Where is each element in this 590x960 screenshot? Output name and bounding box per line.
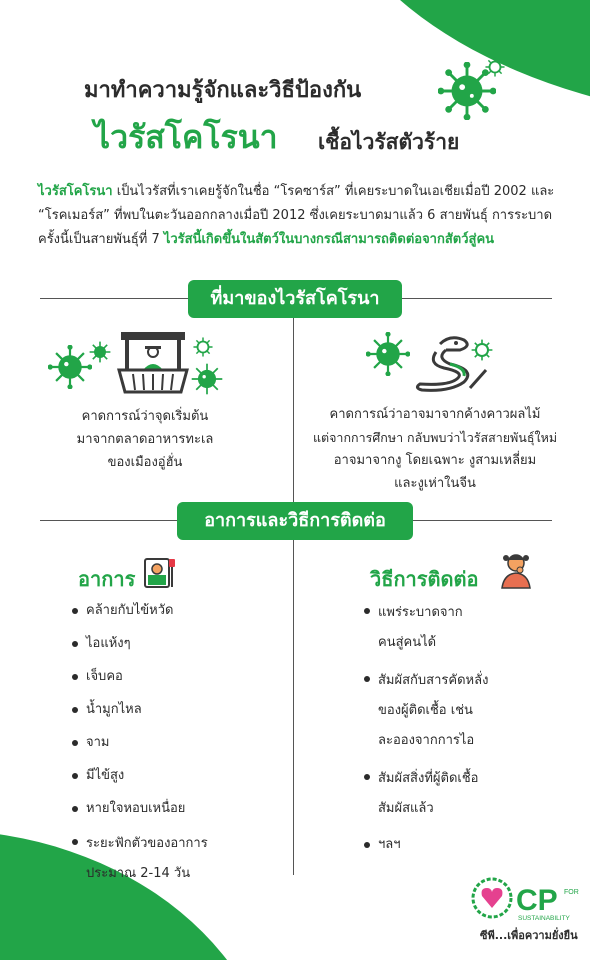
origin-left-caption <box>40 405 250 474</box>
list-item: หายใจหอบเหนื่อย <box>72 796 272 821</box>
small-virus-icon <box>484 56 506 78</box>
symptoms-title: อาการ <box>78 567 136 591</box>
caption-line: อาจมาจากงู โดยเฉพาะ งูสามเหลี่ยม <box>333 453 537 468</box>
cp-brand-text: CP <box>516 884 558 917</box>
intro-lead: ไวรัสโคโรนา <box>38 184 113 199</box>
list-item: แพร่ระบาดจาก คนสู่คนได้ <box>364 598 564 658</box>
caption-line: คาดการณ์ว่าอาจมาจากค้างคาวผลไม้ <box>329 407 541 422</box>
list-item: น้ำมูกไหล <box>72 697 272 722</box>
divider-left <box>40 298 188 299</box>
intro-highlight: ไวรัสนี้เกิดขึ้นในสัตว์ในบางกรณีสามารถติดต่อจากสัตว์สู่คน <box>163 232 495 247</box>
intro-body: เป็นไวรัสที่เราเคยรู้จักในชื่อ “โรคซาร์ส” ที่เคยระบาดในเอเชียเมื่อปี 2002 และ “โรคเมอร์ส” ที่พบในตะวันออกกลางเมื่อปี 2012 ซึ่งเคยระบาดมาแล้ว 6 สายพันธุ์ การระบาดครั้งนี้เป็นสายพันธุ์ที่ 7 <box>38 184 555 247</box>
origin-right-caption <box>300 403 570 495</box>
caption-line: ของเมืองอู่ฮั่น <box>107 455 183 470</box>
virus-icon <box>366 332 410 376</box>
sick-patient-icon <box>142 555 178 591</box>
list-item: สัมผัสสิ่งที่ผู้ติดเชื้อ สัมผัสแล้ว <box>364 764 564 824</box>
list-item: ฯลฯ <box>364 832 564 857</box>
virus-icon <box>48 345 92 389</box>
caption-line: มาจากตลาดอาหารทะเล <box>76 432 214 447</box>
small-virus-icon <box>192 336 214 358</box>
caption-line: คาดการณ์ว่าจุดเริ่มต้น <box>81 409 209 424</box>
divider-right <box>402 298 552 299</box>
list-item: คล้ายกับไข้หวัด <box>72 598 272 623</box>
caption-line: และงูเห่าในจีน <box>394 476 476 491</box>
title-sub: เชื้อไวรัสตัวร้าย <box>318 130 460 154</box>
cp-sustainability-text: SUSTAINABILITY <box>518 915 570 922</box>
cp-for-text: FOR <box>564 889 579 896</box>
caption-line: แต่จากการศึกษา กลับพบว่าไวรัสสายพันธุ์ใหม่ <box>312 430 558 445</box>
virus-icon <box>190 362 224 396</box>
title-line1: มาทำความรู้จักและวิธีป้องกัน <box>84 78 362 103</box>
small-virus-icon <box>88 340 112 364</box>
list-item: ไอแห้งๆ <box>72 631 272 656</box>
coughing-person-icon <box>496 550 536 590</box>
cp-logo-emblem <box>470 876 580 924</box>
intro-paragraph <box>38 180 558 252</box>
symptoms-heading: อาการและวิธีการติดต่อ <box>177 502 413 540</box>
list-item: เจ็บคอ <box>72 664 272 689</box>
symptoms-list <box>72 598 272 897</box>
title-main: ไวรัสโคโรนา <box>94 118 278 156</box>
list-item: ระยะฟักตัวของอาการ ประมาณ 2-14 วัน <box>72 829 272 889</box>
small-virus-icon <box>470 338 494 362</box>
transmission-title: วิธีการติดต่อ <box>370 567 479 591</box>
list-item: มีไข้สูง <box>72 763 272 788</box>
list-item: สัมผัสกับสารคัดหลั่ง ของผู้ติดเชื้อ เช่น ละอองจากการไอ <box>364 666 564 756</box>
market-stall-icon <box>115 330 191 394</box>
cp-tagline: ซีพี...เพื่อความยั่งยืน <box>480 929 578 942</box>
divider-left <box>40 520 177 521</box>
center-divider <box>293 318 294 503</box>
center-divider <box>293 540 294 875</box>
transmission-list <box>364 598 564 865</box>
origin-heading: ที่มาของไวรัสโคโรนา <box>188 280 402 318</box>
list-item: จาม <box>72 730 272 755</box>
divider-right <box>413 520 552 521</box>
